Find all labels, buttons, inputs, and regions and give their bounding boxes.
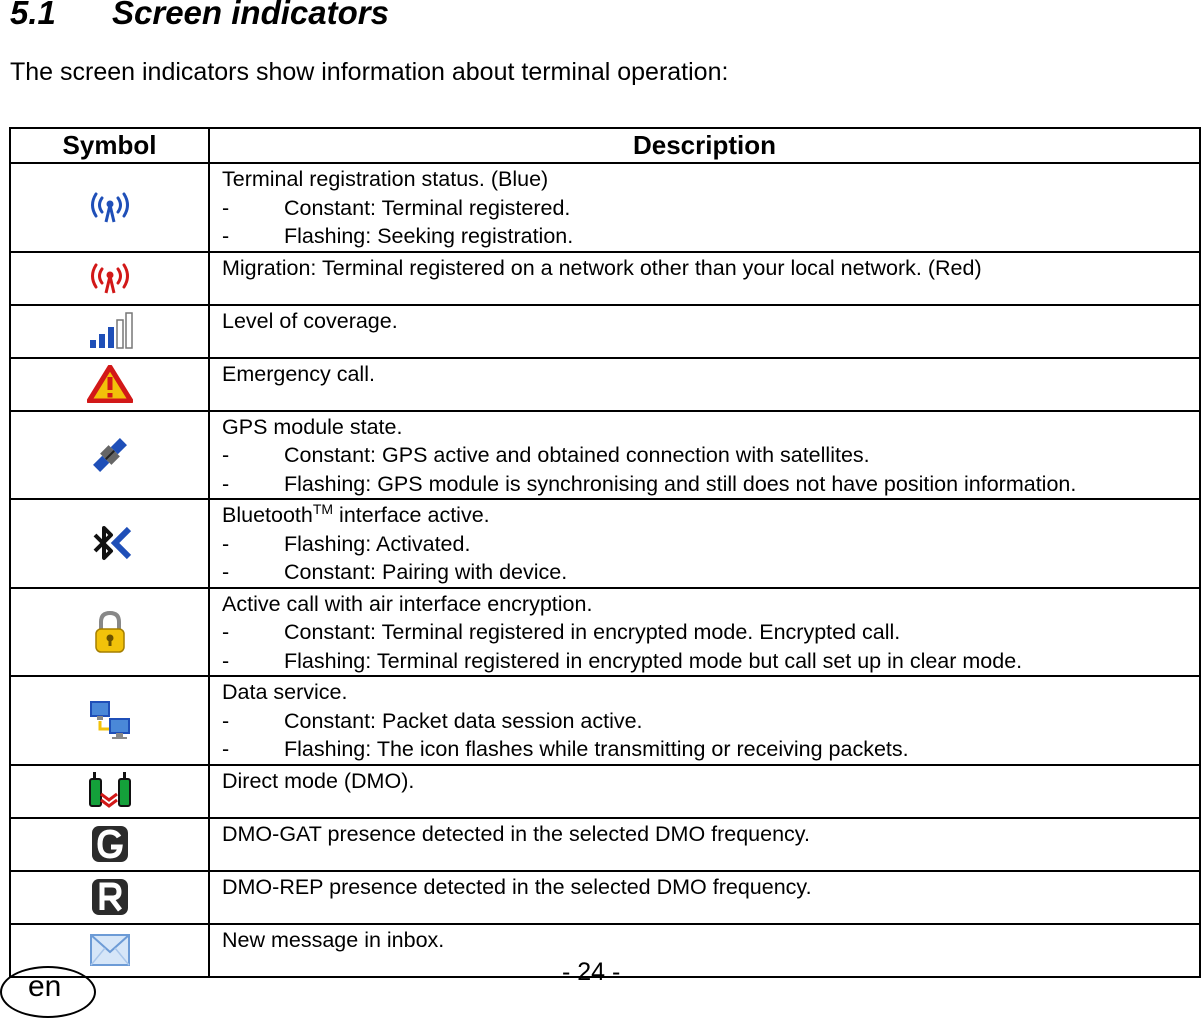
table-row [10, 676, 1200, 765]
list-item: - Flashing: Terminal registered in encrypted mode but call set up in clear mode. [222, 648, 1023, 673]
description-text: Terminal registration status. (Blue) [222, 167, 549, 191]
table-row [10, 358, 1200, 411]
symbol-cell [10, 499, 209, 588]
description-text: GPS module state. [222, 414, 403, 439]
section-number: 5.1 [10, 0, 56, 31]
description-cell [209, 252, 1200, 305]
description-text: DMO-REP presence detected in the selected DMO frequency. [222, 874, 812, 899]
description-text: Active call with air interface encryption. [222, 591, 593, 616]
table-row [10, 765, 1200, 818]
list-item: - Constant: Pairing with device. [222, 560, 568, 584]
header-symbol: Symbol [10, 128, 209, 163]
description-cell [209, 499, 1200, 588]
symbol-cell [10, 252, 209, 305]
description-text: Data service. [222, 680, 348, 704]
table-row [10, 871, 1200, 924]
description-cell [209, 818, 1200, 871]
table-header-row [10, 128, 1200, 163]
gps-satellite-icon [88, 433, 132, 477]
description-cell [209, 163, 1200, 252]
antenna-red-icon [87, 260, 133, 296]
list-item: - Constant: Terminal registered. [222, 195, 571, 220]
section-title: Screen indicators [112, 0, 389, 31]
symbol-cell [10, 358, 209, 411]
description-cell [209, 588, 1200, 677]
symbol-cell [10, 305, 209, 358]
description-text: New message in inbox. [222, 927, 445, 952]
description-cell [209, 924, 1200, 977]
indicators-table [9, 127, 1201, 978]
description-cell [209, 358, 1200, 411]
symbol-cell [10, 411, 209, 500]
warning-triangle-icon [87, 365, 133, 403]
list-item: - Constant: GPS active and obtained connection with satellites. [222, 443, 870, 467]
list-item: - Flashing: The icon flashes while transmitting or receiving packets. [222, 737, 909, 761]
description-text: Emergency call. [222, 361, 375, 386]
envelope-icon [88, 931, 132, 969]
table-row [10, 818, 1200, 871]
language-code: en [28, 970, 62, 1003]
description-text: Migration: Terminal registered on a network other than your local network. (Red) [222, 255, 982, 280]
repeater-r-icon [90, 877, 130, 917]
list-item: - Constant: Terminal registered in encrypted mode. Encrypted call. [222, 620, 901, 644]
intro-text: The screen indicators show information about terminal operation: [10, 58, 729, 86]
symbol-cell [10, 588, 209, 677]
antenna-blue-icon [87, 189, 133, 225]
description-cell [209, 411, 1200, 500]
symbol-cell [10, 163, 209, 252]
description-cell [209, 676, 1200, 765]
table-row [10, 163, 1200, 252]
language-badge [0, 966, 96, 1018]
list-item: - Flashing: Seeking registration. [222, 224, 574, 248]
description-text: Direct mode (DMO). [222, 768, 415, 793]
description-text: Bluetooth™ interface active. [222, 500, 490, 527]
section-heading [10, 0, 389, 32]
padlock-icon [93, 610, 127, 654]
table-row [10, 588, 1200, 677]
description-cell [209, 305, 1200, 358]
header-description: Description [209, 128, 1200, 163]
symbol-cell [10, 871, 209, 924]
table-row [10, 252, 1200, 305]
description-cell [209, 765, 1200, 818]
description-text: DMO-GAT presence detected in the selected DMO frequency. [222, 821, 810, 846]
table-row [10, 305, 1200, 358]
bluetooth-icon [87, 523, 133, 563]
direct-mode-icon [87, 770, 133, 812]
symbol-cell [10, 765, 209, 818]
symbol-cell [10, 818, 209, 871]
signal-bars-icon [86, 312, 134, 350]
table-row [10, 499, 1200, 588]
gateway-g-icon [90, 824, 130, 864]
page-number: - 24 - [562, 958, 621, 986]
table-row [10, 411, 1200, 500]
network-computers-icon [88, 699, 132, 741]
description-text: Level of coverage. [222, 308, 398, 333]
list-item: - Flashing: Activated. [222, 531, 471, 556]
list-item: - Constant: Packet data session active. [222, 708, 643, 733]
description-cell [209, 871, 1200, 924]
symbol-cell [10, 676, 209, 765]
list-item: - Flashing: GPS module is synchronising and still does not have position information. [222, 471, 1077, 496]
